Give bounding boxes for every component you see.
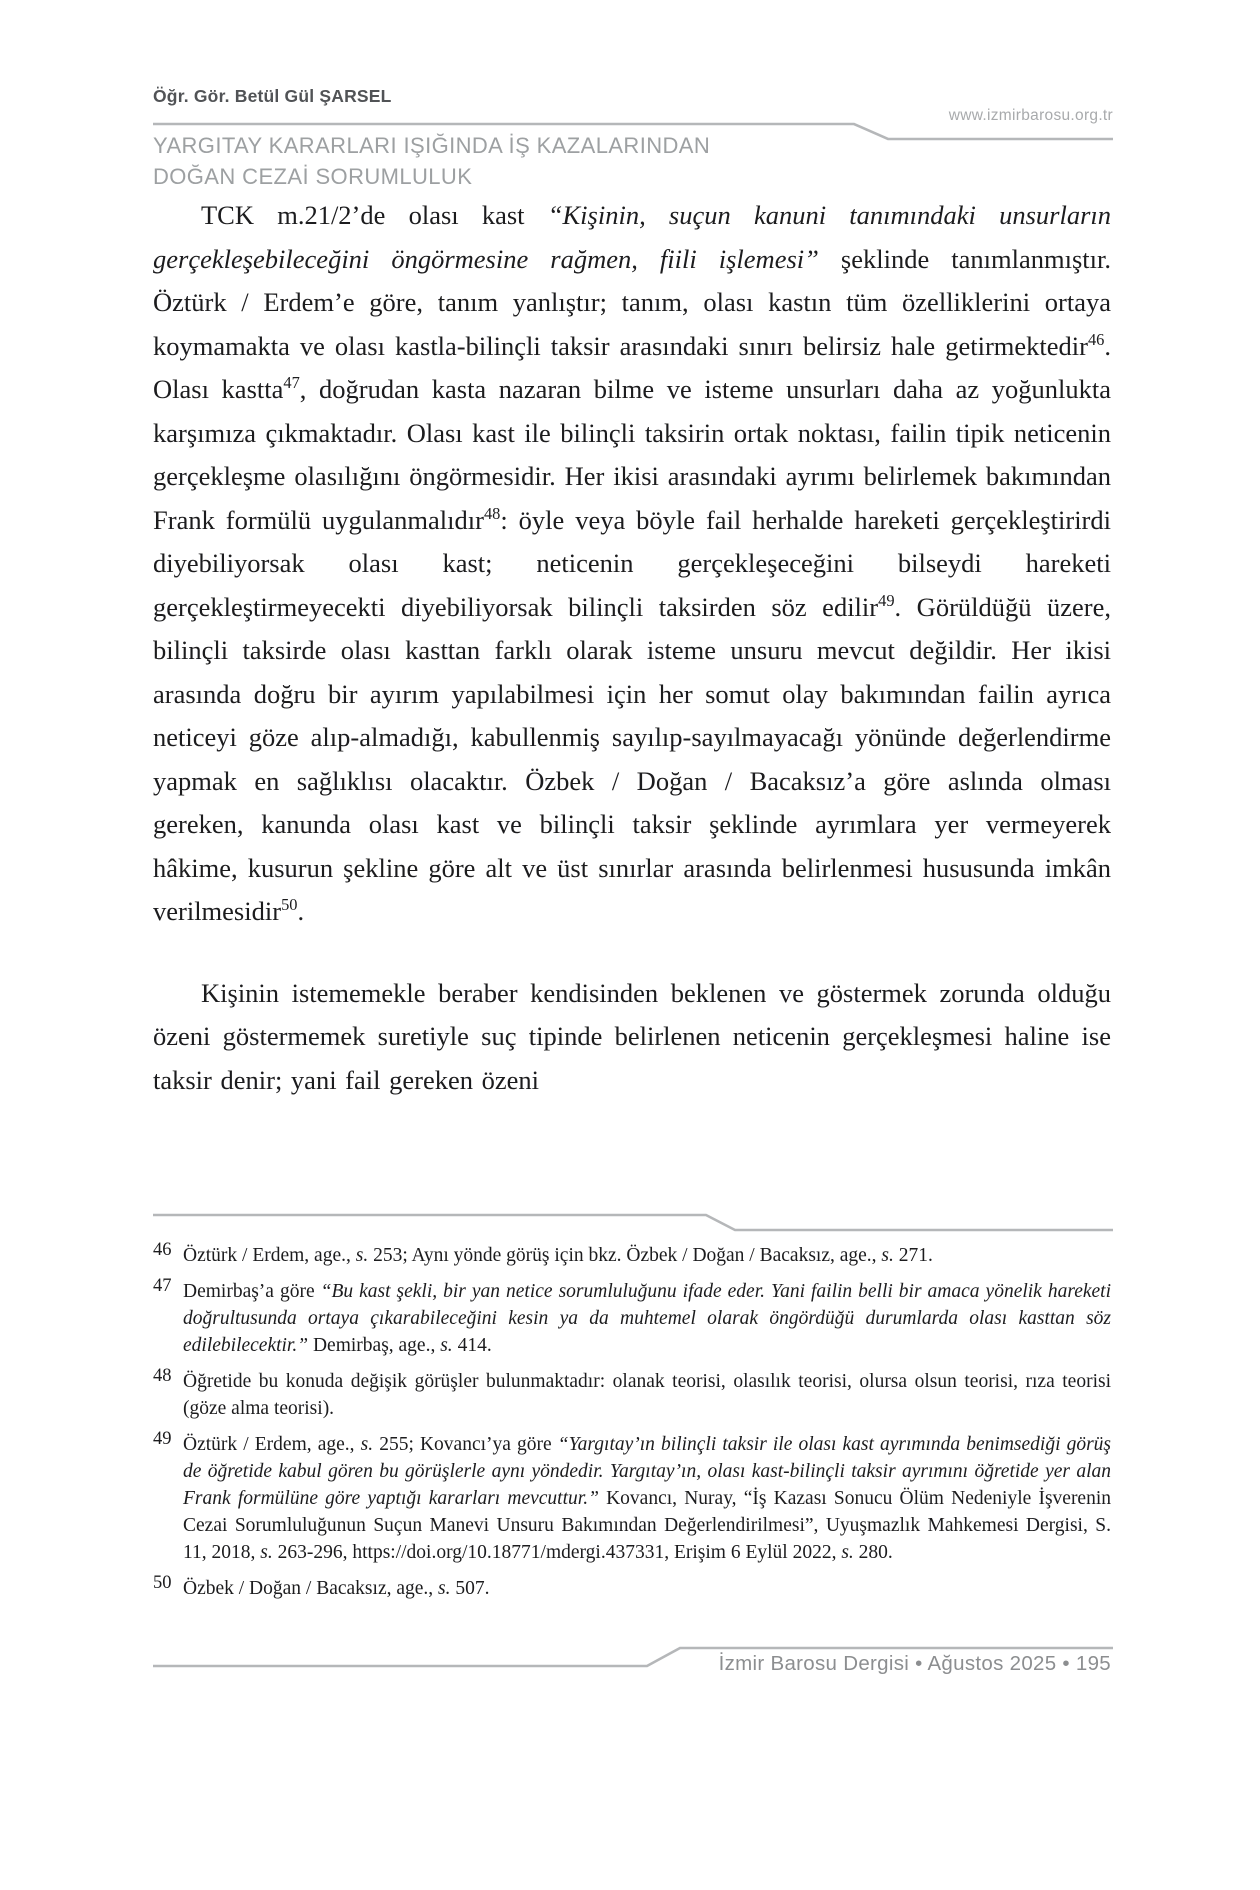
- footnote-item: [153, 1431, 1111, 1566]
- article-title-line2: DOĞAN CEZAİ SORUMLULUK: [153, 164, 473, 189]
- footnote-text: Öztürk / Erdem, age., s. 255; Kovancı’ya göre “Yargıtay’ın bilinçli taksir ile olası kast ayrımında benimsediği görüş de öğretide kabul gören bu görüşlerle aynı yöndedir. Yargıtay’ın, olası kast-bilinçli taksir ayrımını öğretide yer alan Frank formülüne göre yaptığı kararları mevcuttur.” Kovancı, Nuray, “İş Kazası Sonucu Ölüm Nedeniyle İşverenin Cezai Sorumluluğunun Suçun Manevi Unsuru Bakımından Değerlendirilmesi”, Uyuşmazlık Mahkemesi Dergisi, S. 11, 2018, s. 263-296, https://doi.org/10.18771/mdergi.437331, Erişim 6 Eylül 2022, s. 280.: [183, 1434, 1111, 1563]
- author-name: Öğr. Gör. Betül Gül ŞARSEL: [153, 86, 392, 106]
- footnotes-list: [153, 1242, 1111, 1667]
- footnote-text: Özbek / Doğan / Bacaksız, age., s. 507.: [183, 1578, 490, 1599]
- footnote-item: [153, 1368, 1111, 1422]
- footnote-number: 49: [153, 1429, 172, 1449]
- article-title: [153, 130, 973, 192]
- article-title-line1: YARGITAY KARARLARI IŞIĞINDA İŞ KAZALARINDAN: [153, 133, 711, 158]
- footnote-number: 46: [153, 1242, 172, 1260]
- footnote-number: 47: [153, 1276, 172, 1296]
- footnote-text: Öğretide bu konuda değişik görüşler bulunmaktadır: olanak teorisi, olasılık teorisi, olursa olsun teorisi, rıza teorisi (göze alma teorisi).: [183, 1371, 1111, 1419]
- article-body: [153, 194, 1111, 1196]
- footnote-item: [153, 1575, 1111, 1602]
- footnote-text: Demirbaş’a göre “Bu kast şekli, bir yan netice sorumluluğunu ifade eder. Yani failin belli bir amaca yönelik hareketi doğrultusunda ortaya çıkarabileceğini kesin ya da muhtemel olarak öngördüğü durumlarda olası kasttan söz edilebilecektir.” Demirbaş, age., s. 414.: [183, 1281, 1111, 1356]
- body-paragraph-2: Kişinin istememekle beraber kendisinden beklenen ve göstermek zorunda olduğu özeni göstermemek suretiyle suç tipinde belirlenen neticenin gerçekleşmesi haline ise taksir denir; yani fail gereken özeni: [153, 977, 1111, 1095]
- footnote-number: 50: [153, 1573, 172, 1593]
- journal-footer: İzmir Barosu Dergisi • Ağustos 2025 • 195: [718, 1652, 1111, 1675]
- footnote-number: 48: [153, 1366, 172, 1386]
- footnote-text: Öztürk / Erdem, age., s. 253; Aynı yönde görüş için bkz. Özbek / Doğan / Bacaksız, age., s. 271.: [183, 1245, 933, 1266]
- footnote-separator: [153, 1206, 1113, 1234]
- footnote-item: [153, 1242, 1111, 1269]
- footnote-item: [153, 1278, 1111, 1359]
- website-url: www.izmirbarosu.org.tr: [948, 107, 1113, 124]
- footnote-separator-line: [153, 1206, 1113, 1234]
- body-paragraph-1: TCK m.21/2’de olası kast “Kişinin, suçun kanuni tanımındaki unsurların gerçekleşebileceğini öngörmesine rağmen, fiili işlemesi” şeklinde tanımlanmıştır. Öztürk / Erdem’e göre, tanım yanlıştır; tanım, olası kastın tüm özelliklerini ortaya koymamakta ve olası kastla-bilinçli taksir arasındaki sınırı belirsiz hale getirmektedir$^{46}$. Olası kastta$^{47}$, doğrudan kasta nazaran bilme ve isteme unsurları daha az yoğunlukta karşımıza çıkmaktadır. Olası kast ile bilinçli taksirin ortak noktası, failin tipik neticenin gerçekleşme olasılığını öngörmesidir. Her ikisi arasındaki ayrımı belirlemek bakımından Frank formülü uygulanmalıdır$^{48}$: öyle veya böyle fail herhalde hareketi gerçekleştirirdi diyebiliyorsak olası kast; neticenin gerçekleşeceğini bilseydi hareketi gerçekleştirmeyecekti diyebiliyorsak bilinçli taksirden söz edilir$^{49}$. Görüldüğü üzere, bilinçli taksirde olası kasttan farklı olarak isteme unsuru mevcut değildir. Her ikisi arasında doğru bir ayırım yapılabilmesi için her somut olay bakımından failin ayrıca neticeyi göze alıp-almadığı, kabullenmiş sayılıp-sayılmayacağı yönünde değerlendirme yapmak en sağlıklısı olacaktır. Özbek / Doğan / Bacaksız’a göre aslında olması gereken, kanunda olası kast ve bilinçli taksir şeklinde ayrımlara yer vermeyerek hâkime, kusurun şekline göre alt ve üst sınırlar arasında belirlenmesi hususunda imkân verilmesidir$^{50}$.: [153, 200, 1111, 926]
